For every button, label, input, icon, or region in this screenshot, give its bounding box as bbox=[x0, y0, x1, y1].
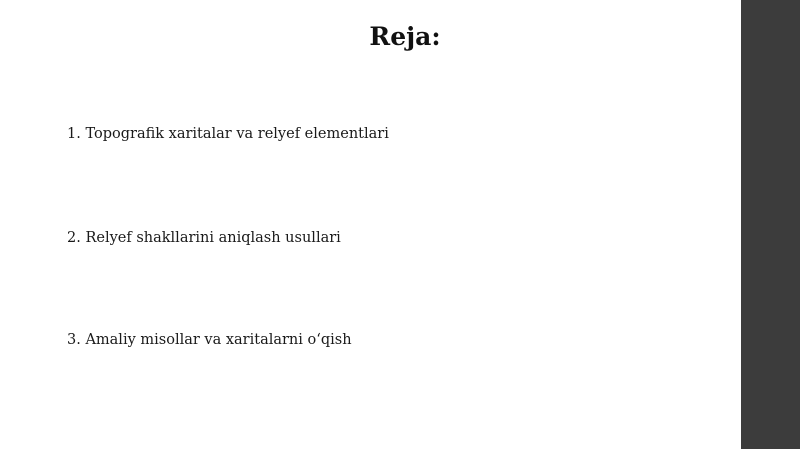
plan-item-3: 3. Amaliy misollar va xaritalarni o‘qish bbox=[67, 332, 352, 348]
slide-title: Reja: bbox=[369, 22, 441, 51]
plan-item-2: 2. Relyef shakllarini aniqlash usullari bbox=[67, 230, 341, 246]
plan-item-1: 1. Topografik xaritalar va relyef elementlari bbox=[67, 126, 389, 142]
side-panel bbox=[741, 0, 800, 449]
